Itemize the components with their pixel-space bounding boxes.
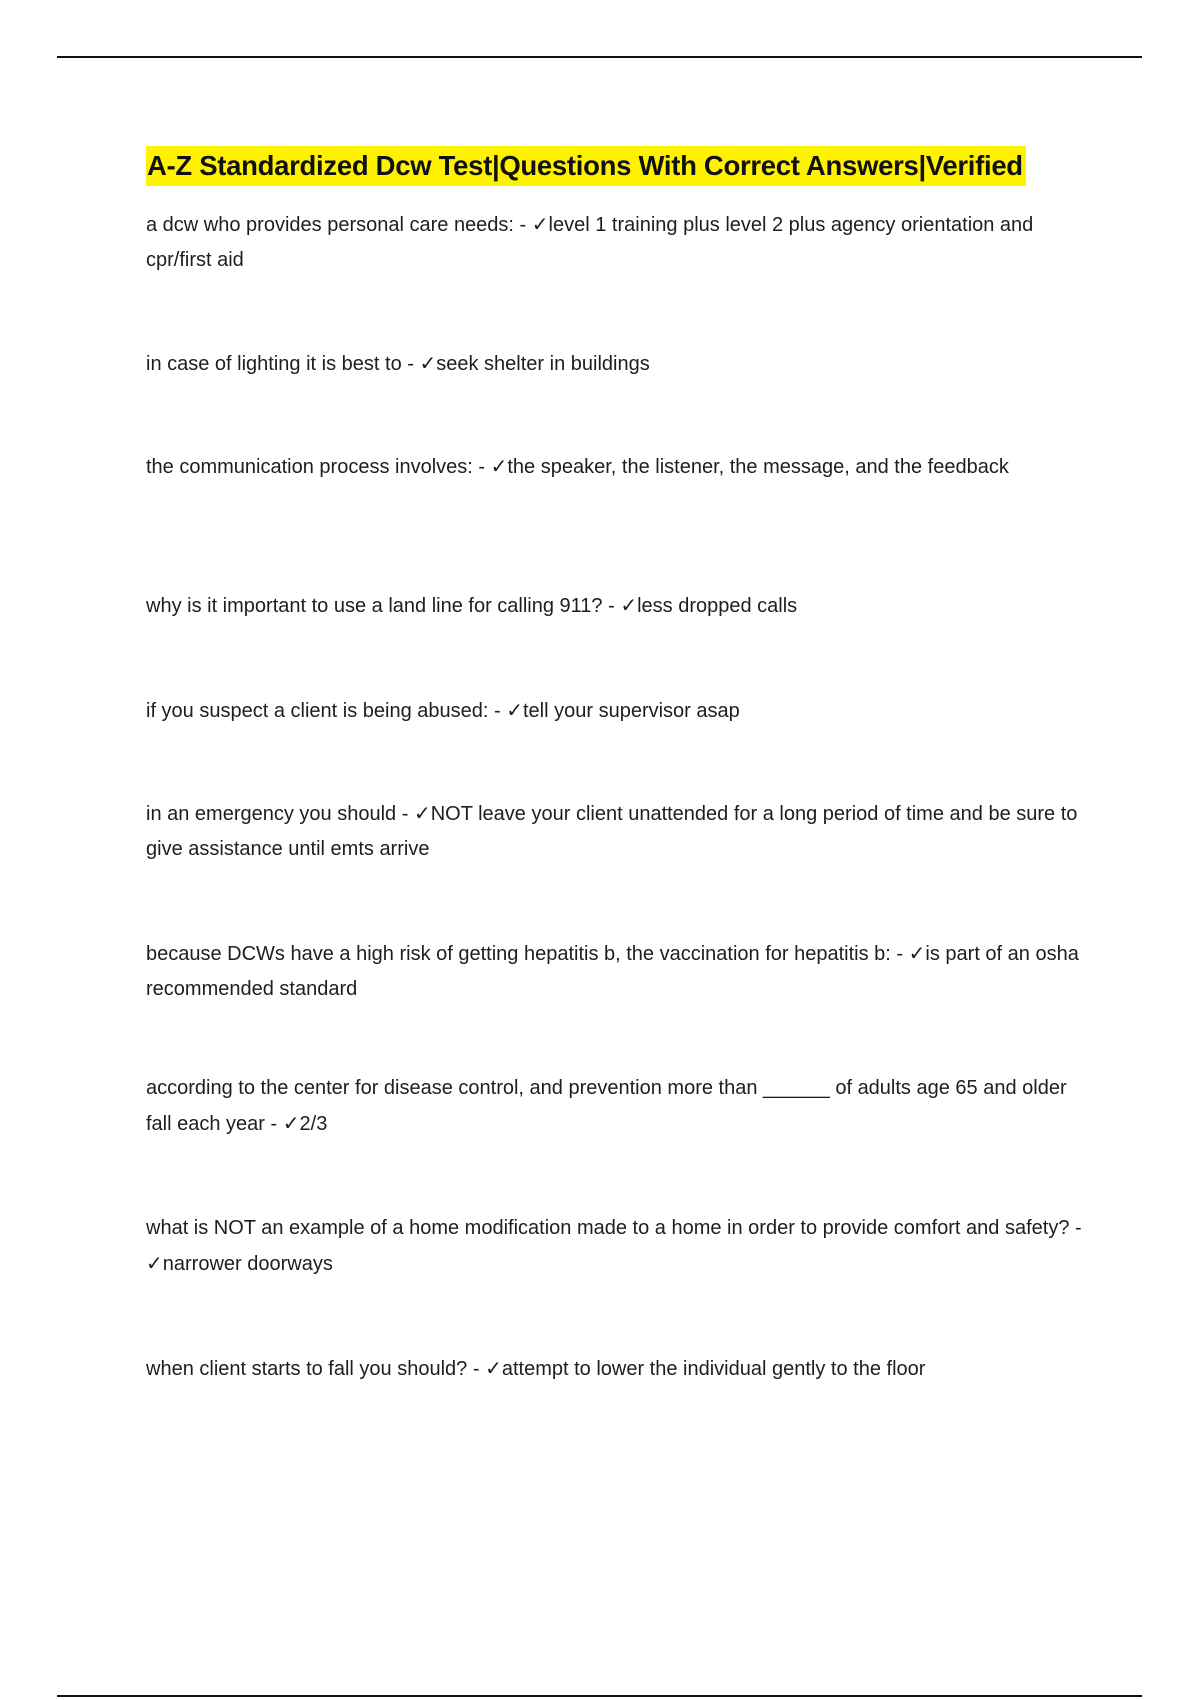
qa-item: the communication process involves: - ✓the speaker, the listener, the message, and the feedback [146, 454, 1009, 478]
answer-text: narrower doorways [162, 1253, 333, 1275]
answer-text: seek shelter in buildings [436, 353, 650, 375]
check-icon: ✓ [908, 941, 926, 965]
check-icon: ✓ [146, 1251, 163, 1275]
answer-text: 2/3 [299, 1113, 328, 1135]
question-text: because DCWs have a high risk of getting hepatitis b, the vaccination for hepatitis b: [146, 943, 891, 965]
question-text: a dcw who provides personal care needs: [146, 214, 514, 236]
answer-text: tell your supervisor asap [522, 700, 740, 722]
top-divider [57, 56, 1142, 58]
qa-item: what is NOT an example of a home modification made to a home in order to provide comfort and safety? - ✓narrower doorways [146, 1217, 1082, 1275]
qa-item: if you suspect a client is being abused: - ✓tell your supervisor asap [146, 698, 740, 722]
qa-item: why is it important to use a land line for calling 911? - ✓less dropped calls [146, 593, 798, 617]
question-text: what is NOT an example of a home modification made to a home in order to provide comfort and safety? [146, 1217, 1070, 1239]
qa-item: in an emergency you should - ✓NOT leave your client unattended for a long period of time and be sure to give assistance until emts arrive [146, 801, 1078, 860]
check-icon: ✓ [413, 801, 431, 825]
answer-text: level 1 training plus level 2 plus agency orientation and cpr/first aid [146, 214, 1034, 271]
document-title: A-Z Standardized Dcw Test|Questions With Correct Answers|Verified [146, 146, 1026, 186]
question-text: why is it important to use a land line for calling 911? [146, 595, 603, 617]
question-text: in case of lighting it is best to [146, 353, 402, 375]
check-icon: ✓ [531, 212, 549, 236]
check-icon: ✓ [620, 593, 638, 617]
qa-item: according to the center for disease control, and prevention more than ______ of adults age 65 and older fall each year - ✓2/3 [146, 1077, 1067, 1135]
question-text: when client starts to fall you should? [146, 1358, 468, 1380]
answer-text: attempt to lower the individual gently to the floor [501, 1358, 926, 1380]
check-icon: ✓ [485, 1356, 502, 1380]
question-text: if you suspect a client is being abused: [146, 700, 489, 722]
answer-text: is part of an osha recommended standard [146, 943, 1079, 1000]
check-icon: ✓ [282, 1111, 300, 1135]
check-icon: ✓ [490, 454, 508, 478]
qa-item: because DCWs have a high risk of getting hepatitis b, the vaccination for hepatitis b: - ✓is part of an osha recommended standard [146, 941, 1079, 1000]
answer-text: the speaker, the listener, the message, and the feedback [507, 456, 1009, 478]
question-text: in an emergency you should [146, 803, 397, 825]
answer-text: less dropped calls [637, 595, 798, 617]
answer-text: NOT leave your client unattended for a long period of time and be sure to give assistance until emts arrive [146, 803, 1078, 860]
question-text: according to the center for disease control, and prevention more than ______ of adults age 65 and older fall each year [146, 1077, 1067, 1135]
title-block [146, 146, 1026, 186]
check-icon: ✓ [419, 351, 437, 375]
bottom-divider [57, 1695, 1142, 1697]
check-icon: ✓ [506, 698, 523, 722]
qa-item: in case of lighting it is best to - ✓seek shelter in buildings [146, 351, 650, 375]
qa-item: when client starts to fall you should? - ✓attempt to lower the individual gently to the floor [146, 1356, 926, 1380]
question-text: the communication process involves: [146, 456, 473, 478]
qa-item: a dcw who provides personal care needs: - ✓level 1 training plus level 2 plus agency orientation and cpr/first aid [146, 212, 1034, 271]
